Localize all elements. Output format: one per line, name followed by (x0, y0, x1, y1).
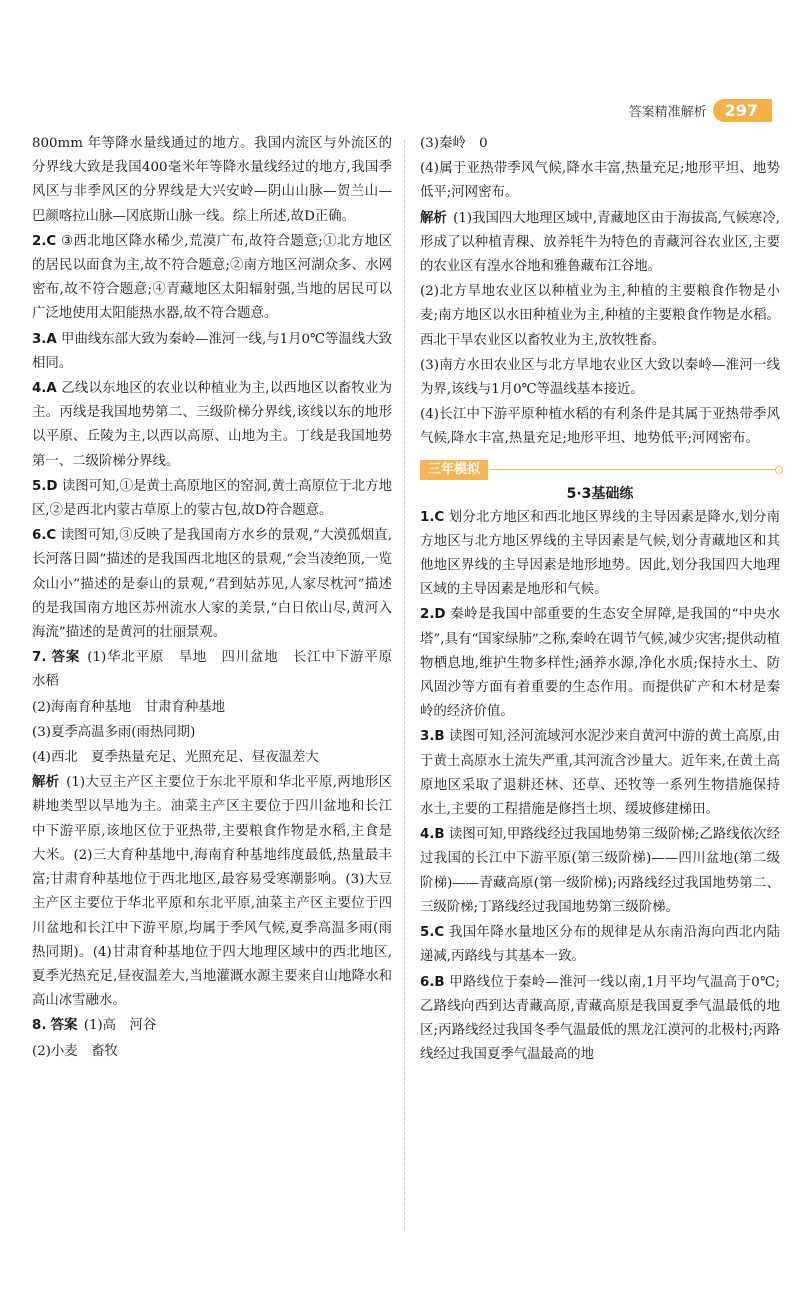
column-divider (404, 140, 405, 1230)
paragraph (420, 157, 780, 205)
paragraph-text: 乙线以东地区的农业以种植业为主,以西地区以畜牧业为主。丙线是我国地势第二、三级阶梯分界线,该线以东的地形以平原、丘陵为主,以西以高原、山地为主。丁线是我国地势第一、二级阶梯分界线。 (32, 381, 392, 469)
paragraph-text: 读图可知,泾河流域河水泥沙来自黄河中游的黄土高原,由于黄土高原水土流失严重,其河流含沙量大。近年来,在黄土高原地区采取了退耕还林、还草、还牧等一系列生物措施保持水土,主要的工程措施是修挡土坝、缓坡修建梯田。 (420, 729, 780, 818)
paragraph-text: (3)南方水田农业区与北方旱地农业区大致以秦岭—淮河一线为界,该线与1月0℃等温线基本接近。 (420, 357, 780, 398)
paragraph (32, 328, 392, 376)
paragraph (32, 230, 392, 327)
paragraph-text: 我国年降水量地区分布的规律是从东南沿海向西北内陆递减,丙路线与其基本一致。 (420, 925, 780, 965)
left-column (32, 132, 406, 1064)
paragraph (420, 354, 780, 402)
section-label: 三年模拟 (420, 460, 488, 480)
paragraph-text: 读图可知,③反映了是我国南方水乡的景观,“大漠孤烟直,长河落日圆”描述的是我国西北地区的景观,“会当凌绝顶,一览众山小”描述的是泰山的景观,“君到姑苏见,人家尽枕河”描述的是我国南方地区苏州流水人家的美景,“白日依山尽,黄河入海流”描述的是黄河的壮丽景观。 (32, 528, 392, 641)
question-number: 7. (32, 650, 47, 666)
right-top-block (420, 132, 780, 452)
paragraph-text: 800mm 年等降水量线通过的地方。我国内流区与外流区的分界线大致是我国400毫米年等降水量线经过的地方,我国季风区与非季风区的分界线是大兴安岭—阴山山脉—贺兰山—巴颜喀拉山脉—冈底斯山脉一线。综上所述,故D正确。 (32, 136, 392, 224)
paragraph (32, 721, 392, 745)
paragraph (32, 132, 392, 229)
paragraph-text: (2)海南育种基地 甘肃育种基地 (32, 699, 226, 715)
paragraph (420, 725, 780, 822)
paragraph (32, 646, 406, 694)
label-tag: 解析 (420, 210, 447, 226)
paragraph (420, 132, 780, 156)
question-number: 4.A (32, 381, 57, 397)
header-label: 答案精准解析 (628, 104, 707, 120)
paragraph (420, 823, 780, 920)
question-number: 5.C (420, 925, 445, 941)
paragraph (32, 377, 392, 474)
paragraph-text: ③西北地区降水稀少,荒漠广布,故符合题意;①北方地区的居民以面食为主,故不符合题意;②南方地区河湖众多、水网密布,故不符合题意;④青藏地区太阳辐射强,当地的居民可以广泛地使用太阳能热水器,故不符合题意。 (32, 233, 392, 322)
paragraph-text: 秦岭是我国中部重要的生态安全屏障,是我国的“中央水塔”,具有“国家绿肺”之称,秦岭在调节气候,减少灾害;提供动植物栖息地,维护生物多样性;涵养水源,净化水质;保持水土、防风固沙等方面有着重要的生态作用。而提供矿产和木材是秦岭的经济价值。 (420, 607, 780, 720)
paragraph-text: (1)我国四大地理区域中,青藏地区由于海拔高,气候寒冷,形成了以种植青稞、放养牦牛为特色的青藏河谷农业区,主要的农业区有湟水谷地和雅鲁藏布江谷地。 (420, 210, 780, 275)
label-tag: 解析 (32, 775, 60, 791)
paragraph-text: (4)长江中下游平原种植水稻的有利条件是其属于亚热带季风气候,降水丰富,热量充足;地形平坦、地势低平;河网密布。 (420, 407, 780, 447)
paragraph-text: (1)华北平原 旱地 四川盆地 长江中下游平原 水稻 (32, 650, 406, 690)
question-number: 4.B (420, 827, 445, 843)
paragraph-text: (2)小麦 畜牧 (32, 1043, 118, 1059)
paragraph-text: 划分北方地区和西北地区界线的主导因素是降水,划分南方地区与北方地区界线的主导因素是气候,划分青藏地区和其他地区界线的主导因素是地形地势。因此,划分我国四大地理区域的主导因素是地形和气候。 (420, 509, 780, 598)
paragraph-text: (2)北方旱地农业区以种植业为主,种植的主要粮食作物是小麦;南方地区以水田种植业为主,种植的主要粮食作物是水稻。西北干旱农业区以畜牧业为主,放牧牲畜。 (420, 284, 780, 348)
paragraph-text: (3)秦岭 0 (420, 136, 488, 151)
paragraph-text: (1)高 河谷 (83, 1018, 157, 1034)
question-number: 1.C (420, 509, 445, 525)
label-tag: 答案 (51, 650, 81, 666)
paragraph (420, 971, 780, 1068)
paragraph-text: 甲曲线东部大致为秦岭—淮河一线,与1月0℃等温线大致相同。 (32, 331, 392, 371)
paragraph (420, 403, 780, 451)
right-bottom-block (420, 506, 780, 1068)
paragraph (420, 603, 780, 724)
paragraph (420, 207, 780, 280)
section-rule (490, 469, 780, 470)
paragraph-text: 读图可知,①是黄土高原地区的窑洞,黄土高原位于北方地区,②是西北内蒙古草原上的蒙古包,故D符合题意。 (32, 478, 392, 519)
question-number: 6.B (420, 974, 445, 990)
question-number: 8. (32, 1018, 47, 1034)
paragraph-text: (3)夏季高温多雨(雨热同期) (32, 724, 196, 740)
paragraph-text: 甲路线位于秦岭—淮河一线以南,1月平均气温高于0℃;乙路线向西到达青藏高原,青藏高原是我国夏季气温最低的地区;丙路线经过我国冬季气温最低的黑龙江漠河的北极村;丙路线经过我国夏季气温最高的地 (420, 974, 780, 1063)
paragraph (420, 506, 780, 603)
page-number: 297 (713, 99, 772, 122)
page-header (629, 96, 772, 124)
paragraph (32, 524, 392, 645)
question-number: 2.C (32, 233, 57, 249)
question-number: 6.C (32, 528, 57, 544)
paragraph (32, 771, 392, 1013)
paragraph (32, 1040, 392, 1064)
paragraph (420, 921, 780, 969)
paragraph-text: (4)属于亚热带季风气候,降水丰富,热量充足;地形平坦、地势低平;河网密布。 (420, 161, 780, 201)
paragraph (32, 1014, 392, 1038)
right-column (420, 132, 780, 1067)
paragraph-text: (4)西北 夏季热量充足、光照充足、昼夜温差大 (32, 750, 319, 766)
section-bar (420, 460, 780, 480)
paragraph-text: (1)大豆主产区主要位于东北平原和华北平原,两地形区耕地类型以旱地为主。油菜主产区主要位于四川盆地和长江中下游平原,该地区位于亚热带,主要粮食作物是水稻,主食是大米。(2)三大育种基地中,海南育种基地纬度最低,热量最丰富;甘肃育种基地位于西北地区,最容易受寒潮影响。(3)大豆主产区主要位于华北平原和东北平原,油菜主产区主要位于四川盆地和长江中下游平原,均属于季风气候,夏季高温多雨(雨热同期)。(4)甘肃育种基地位于四大地理区域中的西北地区,夏季光热充足,昼夜温差大,当地灌溉水源主要来自山地降水和高山冰雪融水。 (32, 775, 392, 1009)
question-number: 2.D (420, 607, 446, 623)
question-number: 5.D (32, 478, 58, 494)
question-number: 3.B (420, 729, 445, 745)
question-number: 3.A (32, 331, 57, 347)
paragraph-text: 读图可知,甲路线经过我国地势第三级阶梯;乙路线依次经过我国的长江中下游平原(第三级阶梯)——四川盆地(第二级阶梯)——青藏高原(第一级阶梯);丙路线经过我国地势第二、三级阶梯;丁路线经过我国地势第三级阶梯。 (420, 827, 780, 915)
label-tag: 答案 (50, 1018, 78, 1034)
paragraph (32, 696, 392, 720)
paragraph (32, 746, 392, 770)
paragraph (420, 280, 780, 353)
paragraph (32, 475, 392, 523)
section-subtitle: 5·3基础练 (566, 485, 634, 502)
